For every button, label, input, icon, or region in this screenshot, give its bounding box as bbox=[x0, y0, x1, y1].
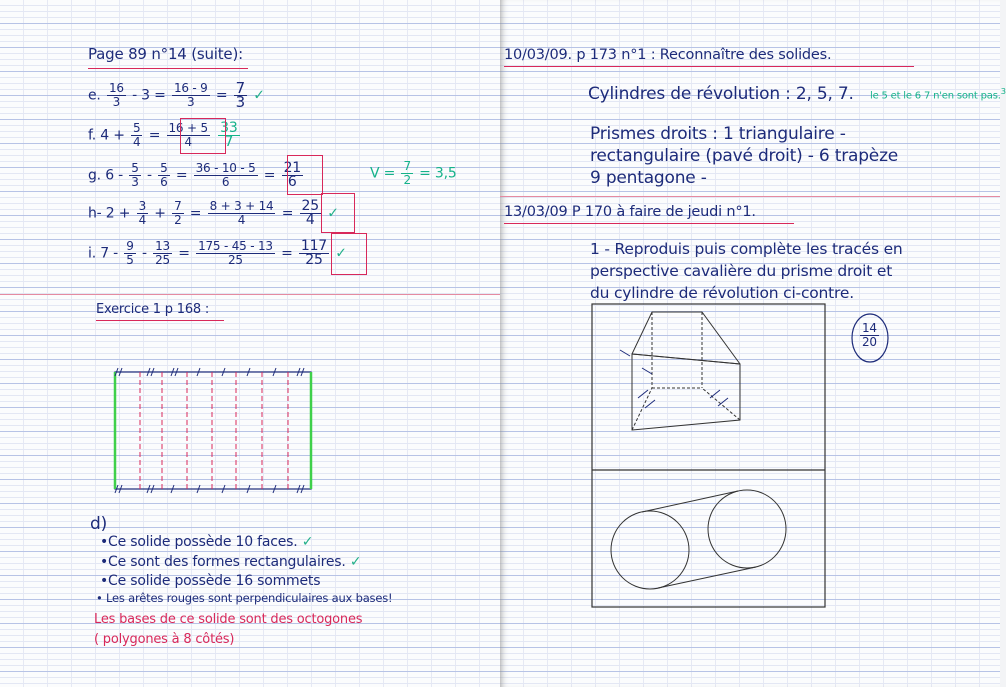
right-notebook-page bbox=[500, 0, 1006, 687]
cylindres-line: Cylindres de révolution : 2, 5, 7. bbox=[588, 84, 854, 104]
exercise-line-f: f. 4 + $\frac{5}{4}$ = $\frac{16 + 5}{4}$ $\frac{33}{7}$ bbox=[88, 120, 238, 150]
green-correction-g: V = $\frac{7}{2}$ = 3,5 bbox=[370, 159, 457, 187]
exercise-line-e: e. $\frac{16}{3}$ - 3 = $\frac{16 - 9}{3}$ = $\frac{7}{3}$ ✓ bbox=[88, 79, 265, 111]
red-note-line-1: Les bases de ce solide sont des octogones bbox=[94, 612, 363, 627]
prismes-line-3: 9 pentagone - bbox=[590, 168, 707, 188]
exercise-heading: Exercice 1 p 168 : bbox=[96, 302, 210, 317]
prism-net-drawing bbox=[110, 366, 320, 496]
task-line-2: perspective cavalière du prisme droit et bbox=[590, 262, 893, 280]
task-line-1: 1 - Reproduis puis complète les tracés en bbox=[590, 240, 903, 258]
prismes-line-2: rectangulaire (pavé droit) - 6 trapèze bbox=[590, 146, 899, 166]
exercise-line-g: g. 6 - $\frac{5}{3}$ - $\frac{5}{6}$ = $\frac{36 - 10 - 5}{6}$ = $\frac{21}{6}$ bbox=[88, 160, 301, 190]
bullet-2: •Ce sont des formes rectangulaires. ✓ bbox=[100, 554, 362, 570]
prism-and-cylinder-drawing bbox=[590, 302, 830, 612]
cylindres-note: le 5 et le 6 7 n'en sont pas.$^3$ bbox=[870, 86, 1006, 102]
red-note-line-2: ( polygones à 8 côtés) bbox=[94, 632, 235, 647]
exercise-line-h: h- 2 + $\frac{3}{4}$ + $\frac{7}{2}$ = $\frac{8 + 3 + 14}{4}$ = $\frac{25}{4}$ ✓ bbox=[88, 198, 339, 228]
left-notebook-page bbox=[0, 0, 500, 687]
bullet-1: •Ce solide possède 10 faces. ✓ bbox=[100, 534, 314, 550]
right-heading-1: 10/03/09. p 173 n°1 : Reconnaître des solides. bbox=[504, 47, 832, 63]
right-heading-2: 13/03/09 P 170 à faire de jeudi n°1. bbox=[504, 204, 756, 220]
part-d-label: d) bbox=[90, 514, 108, 534]
task-line-3: du cylindre de révolution ci-contre. bbox=[590, 284, 854, 302]
bullet-3: •Ce solide possède 16 sommets bbox=[100, 573, 321, 589]
left-page-heading: Page 89 n°14 (suite): bbox=[88, 45, 243, 63]
grade: $\frac{14}{20}$ bbox=[862, 321, 877, 349]
exercise-line-i: i. 7 - $\frac{9}{5}$ - $\frac{13}{25}$ = $\frac{175 - 45 - 13}{25}$ = $\frac{117}{25}$ ✓ bbox=[88, 238, 347, 268]
prismes-line-1: Prismes droits : 1 triangulaire - bbox=[590, 124, 846, 144]
bullet-4: • Les arêtes rouges sont perpendiculaires aux bases! bbox=[96, 591, 393, 605]
